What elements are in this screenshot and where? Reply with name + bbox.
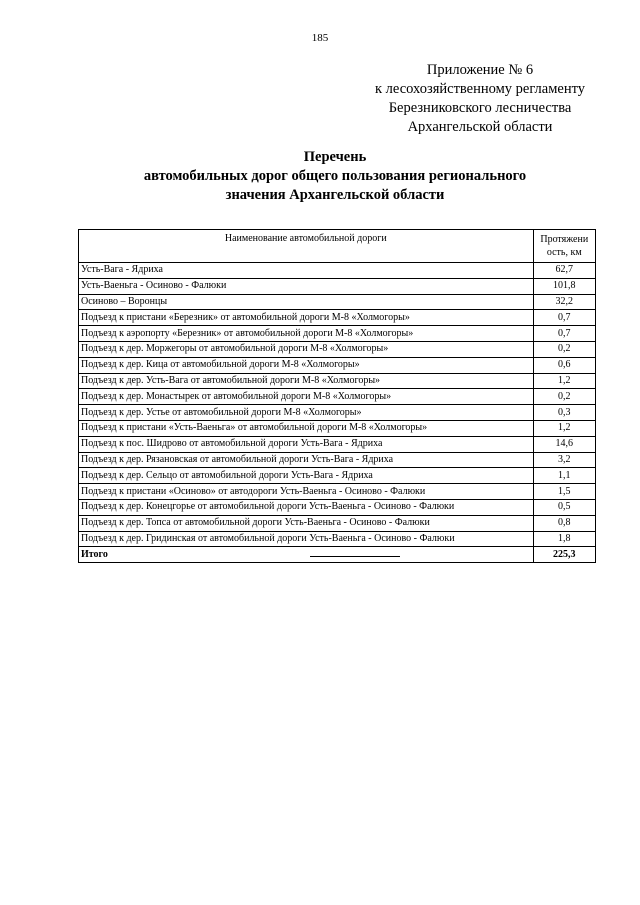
- road-name: Подъезд к пос. Шидрово от автомобильной дороги Усть-Вага - Ядриха: [79, 436, 534, 452]
- table-row: [79, 499, 596, 515]
- appendix-line: Архангельской области: [407, 119, 553, 135]
- column-header-length: [533, 230, 595, 263]
- table-row: [79, 278, 596, 294]
- appendix-line: Березниковского лесничества: [388, 100, 572, 116]
- road-name: Подъезд к дер. Топса от автомобильной дороги Усть-Ваеньга - Осиново - Фалюки: [79, 515, 534, 531]
- appendix-header: [330, 61, 630, 137]
- end-divider: [310, 556, 400, 557]
- title-line: Перечень: [303, 149, 367, 165]
- column-header-length-line2: ость, км: [546, 247, 582, 258]
- road-length: 1,2: [533, 373, 595, 389]
- total-row: [79, 547, 596, 563]
- road-length: 32,2: [533, 294, 595, 310]
- road-name: Осиново – Воронцы: [79, 294, 534, 310]
- total-length: 225,3: [533, 547, 595, 563]
- title-line: автомобильных дорог общего пользования регионального: [143, 168, 527, 184]
- table-row: [79, 357, 596, 373]
- road-length: 101,8: [533, 278, 595, 294]
- table-row: [79, 263, 596, 279]
- road-length: 1,2: [533, 420, 595, 436]
- road-name: Подъезд к дер. Устье от автомобильной дороги М-8 «Холмогоры»: [79, 405, 534, 421]
- table-row: [79, 531, 596, 547]
- road-name: Подъезд к дер. Монастырек от автомобильной дороги М-8 «Холмогоры»: [79, 389, 534, 405]
- table-header-row: [79, 230, 596, 263]
- road-name: Подъезд к аэропорту «Березник» от автомобильной дороги М-8 «Холмогоры»: [79, 326, 534, 342]
- page-number: 185: [311, 32, 329, 44]
- road-length: 0,7: [533, 326, 595, 342]
- road-length: 0,2: [533, 389, 595, 405]
- road-length: 0,5: [533, 499, 595, 515]
- road-length: 1,1: [533, 468, 595, 484]
- road-length: 0,2: [533, 341, 595, 357]
- road-name: Подъезд к дер. Кица от автомобильной дороги М-8 «Холмогоры»: [79, 357, 534, 373]
- road-length: 1,5: [533, 484, 595, 500]
- road-name: Подъезд к дер. Гридинская от автомобильной дороги Усть-Ваеньга - Осиново - Фалюки: [79, 531, 534, 547]
- table-row: [79, 515, 596, 531]
- road-name: Подъезд к пристани «Усть-Ваеньга» от автомобильной дороги М-8 «Холмогоры»: [79, 420, 534, 436]
- road-name: Подъезд к дер. Рязановская от автомобильной дороги Усть-Вага - Ядриха: [79, 452, 534, 468]
- total-label: Итого: [79, 547, 534, 563]
- road-name: Подъезд к дер. Моржегоры от автомобильной дороги М-8 «Холмогоры»: [79, 341, 534, 357]
- table-row: [79, 341, 596, 357]
- title-line: значения Архангельской области: [225, 187, 445, 203]
- roads-table: [78, 229, 596, 563]
- column-header-length-line1: Протяжени: [540, 234, 589, 245]
- table-row: [79, 484, 596, 500]
- table-row: [79, 294, 596, 310]
- road-length: 0,3: [533, 405, 595, 421]
- road-name: Подъезд к дер. Сельцо от автомобильной дороги Усть-Вага - Ядриха: [79, 468, 534, 484]
- table-row: [79, 452, 596, 468]
- column-header-name: Наименование автомобильной дороги: [79, 230, 534, 263]
- appendix-line: к лесохозяйственному регламенту: [375, 81, 585, 97]
- document-title: [0, 148, 640, 205]
- road-name: Подъезд к дер. Конецгорье от автомобильной дороги Усть-Ваеньга - Осиново - Фалюки: [79, 499, 534, 515]
- road-length: 62,7: [533, 263, 595, 279]
- road-name: Усть-Вага - Ядриха: [79, 263, 534, 279]
- road-length: 0,7: [533, 310, 595, 326]
- table-row: [79, 405, 596, 421]
- table-row: [79, 389, 596, 405]
- table-row: [79, 373, 596, 389]
- road-length: 0,8: [533, 515, 595, 531]
- appendix-line: Приложение № 6: [426, 62, 534, 78]
- table-body: [79, 263, 596, 563]
- road-length: 3,2: [533, 452, 595, 468]
- road-length: 0,6: [533, 357, 595, 373]
- table-row: [79, 326, 596, 342]
- table-row: [79, 420, 596, 436]
- table-row: [79, 436, 596, 452]
- road-name: Подъезд к пристани «Осиново» от автодороги Усть-Ваеньга - Осиново - Фалюки: [79, 484, 534, 500]
- road-name: Подъезд к пристани «Березник» от автомобильной дороги М-8 «Холмогоры»: [79, 310, 534, 326]
- road-length: 1,8: [533, 531, 595, 547]
- road-name: Подъезд к дер. Усть-Вага от автомобильной дороги М-8 «Холмогоры»: [79, 373, 534, 389]
- road-name: Усть-Ваеньга - Осиново - Фалюки: [79, 278, 534, 294]
- table-row: [79, 310, 596, 326]
- road-length: 14,6: [533, 436, 595, 452]
- table-row: [79, 468, 596, 484]
